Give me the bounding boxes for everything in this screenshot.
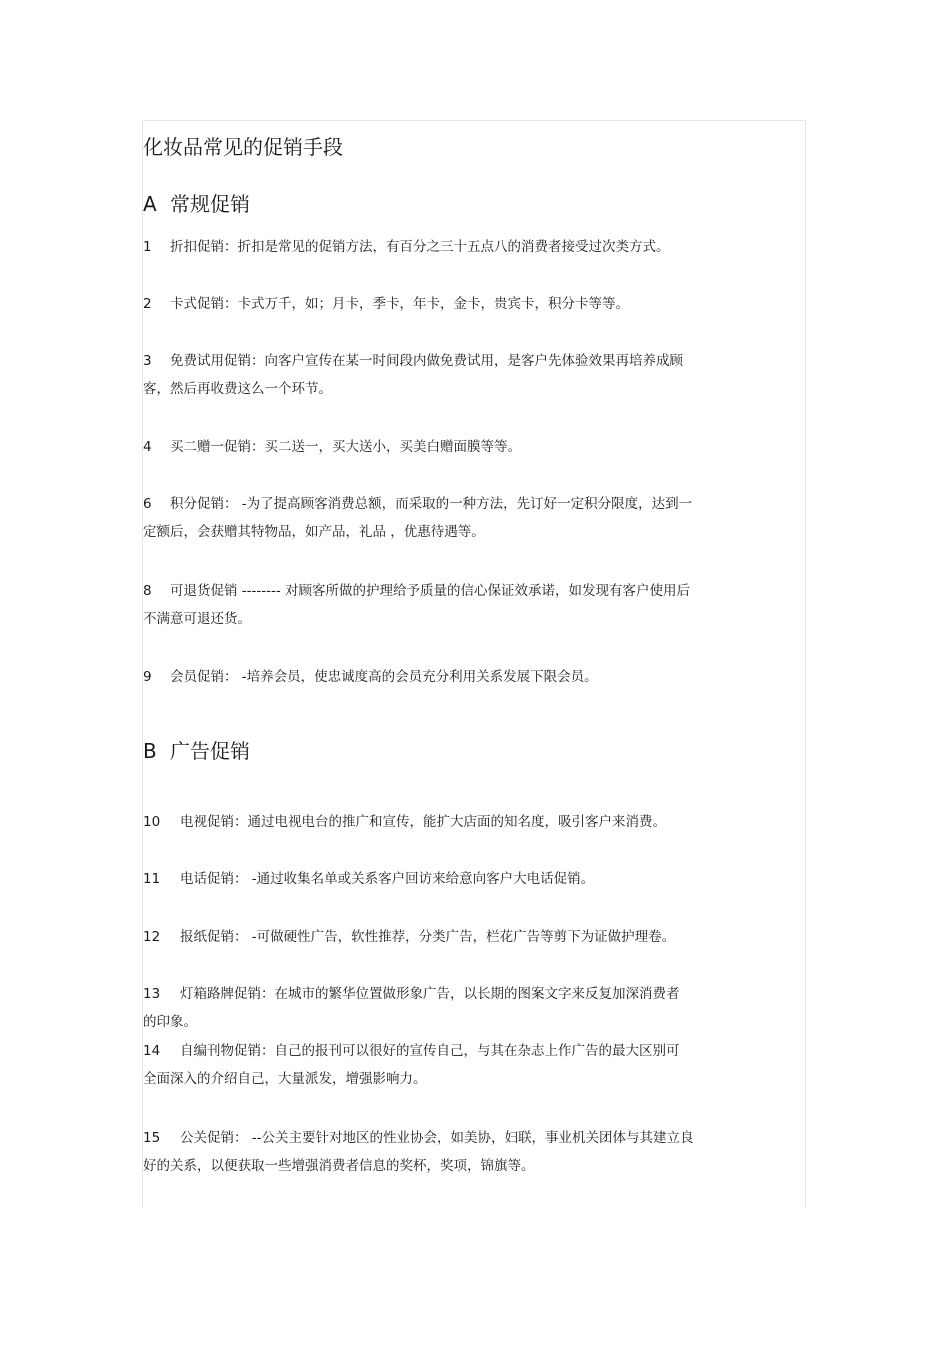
item-number: 10 (143, 814, 161, 830)
document-title: 化妆品常见的促销手段 (143, 135, 343, 159)
list-item (143, 233, 763, 261)
item-text-continued: 定额后，会获赠其特物品，如产品，礼品 ，优惠待遇等。 (143, 524, 485, 540)
item-text: 报纸促销： -可做硬性广告，软性推荐，分类广告，栏花广告等剪下为证做护理卷。 (180, 929, 676, 945)
item-number: 11 (143, 871, 161, 887)
section-heading-a (143, 191, 250, 217)
section-heading-b (143, 738, 250, 764)
list-item (143, 490, 763, 546)
item-text-continued: 客，然后再收费这么一个环节。 (143, 381, 332, 397)
list-item (143, 980, 763, 1036)
item-text: 可退货促销 -------- 对顾客所做的护理给予质量的信心保证效承诺，如发现有客户使用后 (170, 583, 691, 599)
item-number: 13 (143, 986, 161, 1002)
item-number: 12 (143, 929, 161, 945)
item-text-continued: 好的关系，以便获取一些增强消费者信息的奖杯，奖项，锦旗等。 (143, 1158, 535, 1174)
section-title: 常规促销 (170, 192, 250, 216)
item-number: 15 (143, 1130, 161, 1146)
item-text: 自编刊物促销：自己的报刊可以很好的宣传自己，与其在杂志上作广告的最大区别可 (180, 1043, 680, 1059)
item-number: 6 (143, 496, 152, 512)
list-item (143, 865, 763, 893)
section-letter: B (143, 739, 157, 763)
item-text: 卡式促销：卡式万千，如；月卡，季卡，年卡，金卡，贵宾卡，积分卡等等。 (170, 296, 629, 312)
item-text-continued: 全面深入的介绍自己，大量派发，增强影响力。 (143, 1071, 427, 1087)
list-item (143, 663, 763, 691)
item-text: 积分促销： -为了提高顾客消费总额，而采取的一种方法，先订好一定积分限度，达到一 (170, 496, 693, 512)
item-text-continued: 不满意可退还货。 (143, 611, 251, 627)
list-item (143, 1124, 763, 1180)
item-number: 3 (143, 353, 152, 369)
list-item (143, 808, 763, 836)
list-item (143, 577, 763, 633)
item-text: 公关促销： --公关主要针对地区的性业协会，如美协，妇联，事业机关团体与其建立良 (180, 1130, 694, 1146)
item-number: 2 (143, 296, 152, 312)
item-text-continued: 的印象。 (143, 1014, 197, 1030)
item-text: 折扣促销：折扣是常见的促销方法，有百分之三十五点八的消费者接受过次类方式。 (170, 239, 670, 255)
item-text: 免费试用促销：向客户宣传在某一时间段内做免费试用，是客户先体验效果再培养成顾 (170, 353, 683, 369)
section-title: 广告促销 (170, 739, 250, 763)
item-text: 电话促销： -通过收集名单或关系客户回访来给意向客户大电话促销。 (180, 871, 595, 887)
item-text: 买二赠一促销：买二送一，买大送小，买美白赠面膜等等。 (170, 439, 521, 455)
item-text: 灯箱路牌促销：在城市的繁华位置做形象广告，以长期的图案文字来反复加深消费者 (180, 986, 680, 1002)
item-number: 8 (143, 583, 152, 599)
list-item (143, 923, 763, 951)
list-item (143, 1037, 763, 1093)
item-number: 14 (143, 1043, 161, 1059)
item-text: 电视促销：通过电视电台的推广和宣传，能扩大店面的知名度，吸引客户来消费。 (180, 814, 666, 830)
list-item (143, 433, 763, 461)
list-item (143, 347, 763, 403)
item-number: 4 (143, 439, 152, 455)
item-text: 会员促销： -培养会员，使忠诚度高的会员充分利用关系发展下限会员。 (170, 669, 598, 685)
item-number: 9 (143, 669, 152, 685)
item-number: 1 (143, 239, 152, 255)
list-item (143, 290, 763, 318)
section-letter: A (143, 192, 157, 216)
